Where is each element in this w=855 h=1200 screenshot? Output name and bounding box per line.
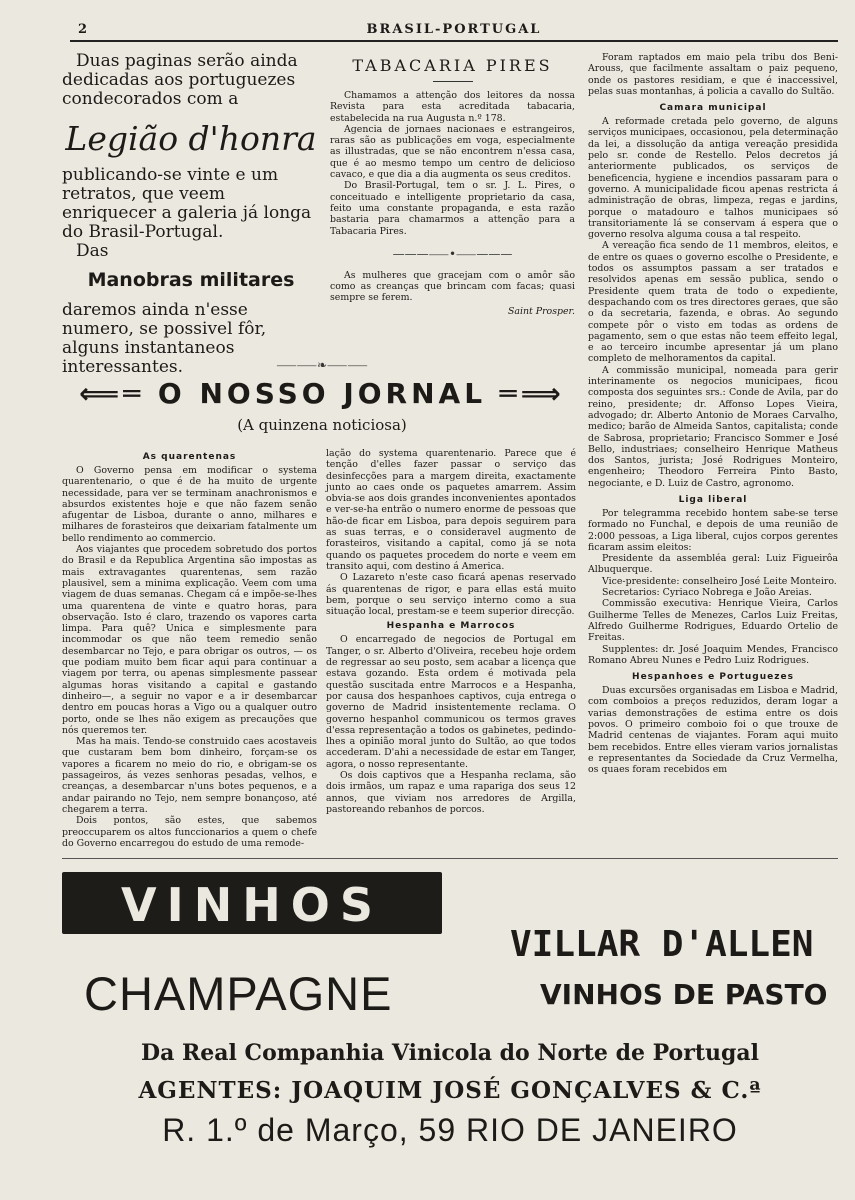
liga-line: Vice-presidente: conselheiro José Leite Monteiro. [602,575,837,587]
news-column-right [588,52,838,776]
camara-paragraph: A commissão municipal, nomeada para gerir interinamente os negocios municipaes, ficou composta dos seguintes srs.: Conde de Avila, par do reino, presidente; dr. Affonso Lopes Vieira, advogado; dr. Alberto Antonio de Moraes Carvalho, medico; barão de Almeida Santos, capitalista; conde de Sabrosa, proprietario; Francisco Sommer e José Bello, industriaes; conselheiro Henrique Matheus dos Santos, jurista; José Rodrigues Monteiro, engenheiro; Theodoro Ferreira Pinto Basto, negociante, e D. Luiz de Castro, agronomo. [588,364,838,489]
agentes-text: AGENTES: JOAQUIM JOSÉ GONÇALVES & C.ª [138,1077,762,1104]
camara-paragraph: A vereação fica sendo de 11 membros, eleitos, e de entre os quaes o governo escolhe o Presidente, e todos os assumptos passam a ser tratados e resolvidos apenas em sessão publica, sendo o Presidente quem trata de todo o expediente, despachando com os tres directores geraes, que são o da secretaria, fazenda, e obras. Ao segundo compete pôr o visto em todas as ordens de pagamento, sem o que estas não teem effeito legal, e ao terceiro incumbe apresentar já um plano completo de melhoramentos da capital. [588,240,838,365]
marrocos-paragraph: Os dois captivos que a Hespanha reclama, são dois irmãos, um rapaz e uma rapariga dos seus 12 annos, que viviam nos arredores de Argilla, pastoreando rebanhos de porcos. [326,770,576,815]
announcement-column [62,52,320,377]
liga-line: Commissão executiva: Henrique Vieira, Carlos Guilherme Telles de Menezes, Carlos Luiz Freitas, Alfredo Guilherme Rodrigues, Eduardo Ortelio de Freitas. [588,598,838,644]
quarentenas-column [62,448,317,849]
quarentenas-paragraph: Aos viajantes que procedem sobretudo dos portos do Brasil e da Republica Argentina são impostas as mais extravagantes quarentenas, sem razão plausivel, sem a minima explicação. Veem com uma viagem de duas semanas. Chegam cá e impõe-se-lhes uma quarentena de vinte e quatro horas, para observação. Isto é claro, trazendo os vapores carta limpa. Para quê? Unica e simplesmente para incommodar os que não teem remedio senão desembarcar no Tejo, e para obrigar os outros, — os que podiam muito bem ficar aqui para continuar a viagem por terra, ou apenas simplesmente passear algumas horas visitando a capital e gastando dinheiro—, a seguir no vapor e a ir desembarcar dentro em poucas horas a Vigo ou a qualquer outro porto, onde se lhes não exigem as precauções que nós queremos ter. [62,544,317,736]
champagne-text: CHAMPAGNE [84,967,393,1020]
ad-separator [62,858,838,859]
quote-text: As mulheres que gracejam com o amôr são como as creanças que brincam com facas; quasi sempre se ferem. [330,269,575,304]
announcement-intro: Duas paginas serão ainda dedicadas aos portuguezes condecorados com a [62,51,298,109]
jornal-subtitle: (A quinzena noticiosa) [237,416,407,434]
marrocos-column [326,448,576,815]
vinhos-banner [62,872,442,934]
right-flourish-icon: ═⟹ [486,377,565,410]
legiao-heading: Legião d'honra [65,119,317,158]
page-header [70,20,838,42]
masthead-title: BRASIL-PORTUGAL [366,22,542,37]
quarentenas-paragraph: Mas ha mais. Tendo-se construido caes acostaveis que custaram bem bom dinheiro, forçam-se os vapores a ficarem no meio do rio, e obrigam-se os passageiros, ás vezes senhoras pesadas, velhos, e creanças, a desembarcar n'uns botes pequenos, e a andar pairando no Tejo, nem sempre bonançoso, até chegarem a terra. [62,736,317,815]
ornament-divider: ⸺⸺❧⸺⸺ [276,358,368,372]
jornal-title-text: O NOSSO JORNAL [157,377,487,410]
camara-paragraph: A reformade cretada pelo governo, de alguns serviços municipaes, occasionou, pela determinação da lei, a dissolução da antiga vereação presidida pelo sr. conde de Restello. Pelos decretos já anteriormente publicados, os serviços de beneficencia, hygiene e incendios passaram para o governo. A municipalidade ficou apenas restricta á administração de obras, limpeza, regas e jardins, porque o matadouro e talhos municipaes só transitoriamente lá se conservam á espera que o governo resolva alguma cousa a tal respeito. [588,116,838,241]
quarentenas-paragraph: Dois pontos, são estes, que sabemos preoccuparem os altos funccionarios a quem o chefe do Governo encarregou do estudo de uma remode- [62,815,317,849]
announcement-retratos: publicando-se vinte e um retratos, que veem enriquecer a galeria já longa do Brasil-Portugal. [62,165,312,242]
tabacaria-column [330,52,575,317]
ornament-divider: ———⸺•⸺——— [392,246,513,261]
tabacaria-title: TABACARIA PIRES [352,56,553,75]
manobras-heading: Manobras militares [87,269,295,291]
hespanhoes-heading: Hespanhoes e Portuguezes [632,672,794,683]
address-text: R. 1.º de Março, 59 RIO DE JANEIRO [162,1112,738,1148]
vinhos-text: VINHOS [121,878,383,932]
lazareto-paragraph: O Lazareto n'este caso ficará apenas reservado ás quarentenas de rigor, e para ellas está muito bem, porque o seu serviço interno como a sua situação local, prestam-se e teem superior direcção. [326,572,576,618]
villar-allen-text: VILLAR D'ALLEN [510,924,814,965]
quote-signature: Saint Prosper. [507,305,575,317]
liga-line: Presidente da assembléa geral: Luiz Figueirôa Albuquerque. [588,553,838,576]
camara-heading: Camara municipal [659,103,767,114]
jornal-title [62,377,582,410]
page-number: 2 [78,22,88,37]
announcement-instantaneos: daremos ainda n'esse numero, se possivel fôr, alguns instantaneos interessantes. [62,300,267,377]
jornal-title-band [62,356,582,434]
tabacaria-paragraph: Chamamos a attenção dos leitores da nossa Revista para esta acreditada tabacaria, estabelecida na rua Augusta n.º 178. [330,90,575,124]
wine-advertisement [62,862,838,1192]
tabacaria-paragraph: Do Brasil-Portugal, tem o sr. J. L. Pires, o conceituado e intelligente proprietario da casa, feito uma constante propaganda, e esta razão bastaria para chamarmos a attenção para a Tabacaria Pires. [330,180,575,237]
announcement-das: Das [76,241,109,261]
liga-line: Secretarios: Cyriaco Nobrega e João Areias. [602,587,812,599]
raptados-paragraph: Foram raptados em maio pela tribu dos Beni-Arouss, que facilmente assaltam o paiz pequeno, onde os pastores residiam, e que é inaccessivel, pelas suas montanhas, á policia a cavallo do Sultão. [588,52,838,97]
liga-heading: Liga liberal [678,494,748,505]
tabacaria-paragraph: Agencia de jornaes nacionaes e estrangeiros, raras são as publicações em voga, especialmente as illustradas, que se não encontrem n'essa casa, que é ao mesmo tempo um centro de delicioso cavaco, e que dia a dia augmenta os seus creditos. [330,123,575,181]
quarentenas-paragraph: O Governo pensa em modificar o systema quarentenario, o que é de ha muito de urgente necessidade, para ver se terminam anachronismos e absurdos existentes hoje e que não fazem senão afugentar de Lisboa, durante o anno, milhares e milhares de forasteiros que deixariam fatalmente um bello rendimento ao commercio. [62,465,317,544]
company-text: Da Real Companhia Vinicola do Norte de Portugal [141,1040,759,1066]
left-flourish-icon: ⟸═ [79,377,158,410]
liga-line: Supplentes: dr. José Joaquim Mendes, Francisco Romano Abreu Nunes e Pedro Luiz Rodrigues. [588,643,838,666]
liga-paragraph: Por telegramma recebido hontem sabe-se terse formado no Funchal, e depois de uma reunião de 2:000 pessoas, a Liga liberal, cujos corpos gerentes ficaram assim eleitos: [588,507,838,553]
marrocos-heading: Hespanha e Marrocos [386,621,516,632]
quarentenas-continued: lação do systema quarentenario. Parece que é tenção d'elles fazer passar o serviço das desinfecções para a margem direita, exactamente junto ao caes onde os paquetes amarrem. Assim obvia-se aos dois grandes inconvenientes apontados e ver-se-ha entrão o numero enorme de pessoas que hão-de ficar em Lisboa, para depois seguirem para as suas terras, e o consideravel augmento de forasteiros, visitando a capital, como já se nota quando os paquetes procedem do norte e veem em transito aqui, com destino á America. [326,448,576,572]
title-rule [433,81,473,82]
vinhos-pasto-text: VINHOS DE PASTO [540,978,828,1011]
hespanhoes-paragraph: Duas excursões organisadas em Lisboa e Madrid, com comboios a preços reduzidos, deram logar a varias demonstrações de estima entre os dois povos. O primeiro comboio foi o que trouxe de Madrid centenas de viajantes. Foram aqui muito bem recebidos. Entre elles vieram varios jornalistas e representantes da Sociedade da Cruz Vermelha, os quaes foram recebidos em [588,685,838,776]
marrocos-paragraph: O encarregado de negocios de Portugal em Tanger, o sr. Alberto d'Oliveira, recebeu hoje ordem de regressar ao seu posto, sem acabar a licença que estava gozando. Esta ordem é motivada pela questão suscitada entre Marrocos e a Hespanha, por causa dos hespanhoes captivos, cuja entrega o governo de Madrid insistentemente reclama. O governo hespanhol communicou os termos graves d'essa representação a todos os gabinetes, pedindo-lhes a opinião moral junto do Sultão, ao que todos accederam. D'ahi a necessidade de estar em Tanger, agora, o nosso representante. [326,634,576,770]
quarentenas-heading: As quarentenas [142,452,237,462]
